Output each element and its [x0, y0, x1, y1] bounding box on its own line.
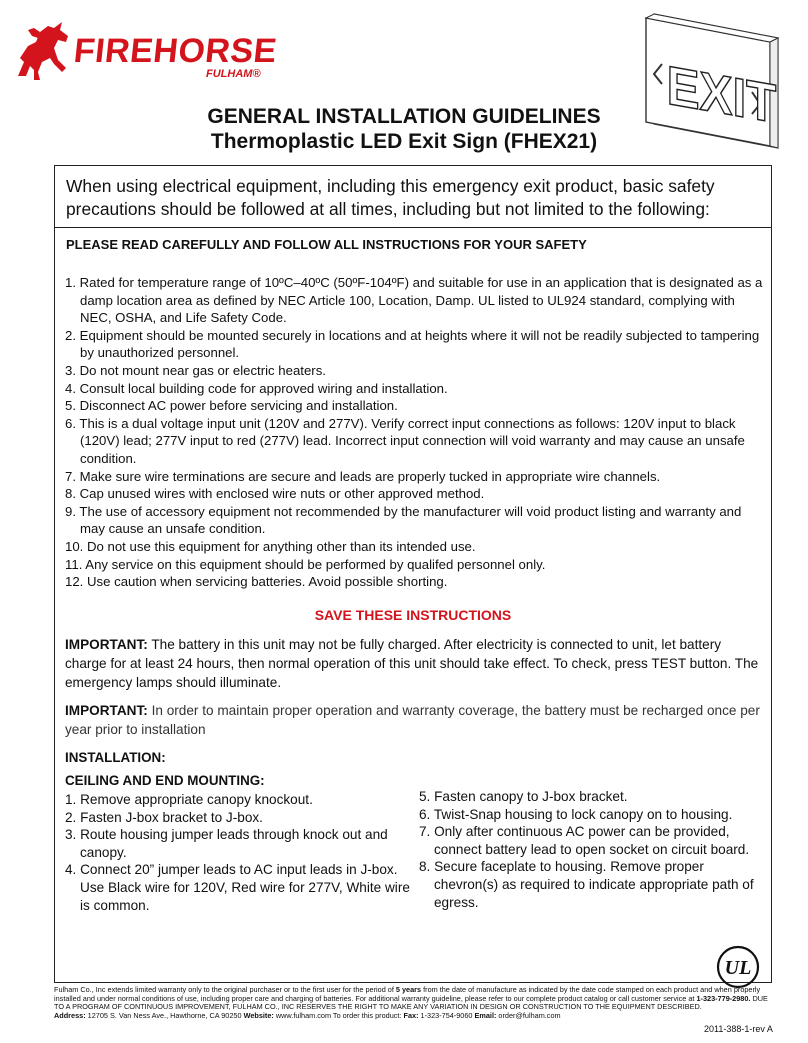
list-item: 6. This is a dual voltage input unit (120V and 277V). Verify correct input connections as follows: 120V input to black (120V) lead; 277V input to red (277V) lead. Incorrect input connection will void warranty and may cause an unsafe condition.	[65, 415, 745, 466]
save-instructions-heading: SAVE THESE INSTRUCTIONS	[314, 607, 512, 623]
list-item: 2. Fasten J-box bracket to J-box.	[65, 809, 263, 825]
list-item: 1. Rated for temperature range of 10ºC–40ºC (50ºF-104ºF) and suitable for use in an application that is designated as a damp location area as defined by NEC Article 100, Location, Damp. UL listed to UL924 standard, complying with NEC, OSHA, and Life Safety Code.	[65, 275, 763, 326]
list-item: 3. Route housing jumper leads through knock out and canopy.	[65, 827, 388, 860]
svg-text:UL: UL	[724, 957, 752, 979]
important-text: The battery in this unit may not be fully charged. After electricity is connected to unit, let battery charge for at least 24 hours, then normal operation of this unit should take effect. To check, press TEST button. The emergency lamps should illuminate.	[65, 637, 759, 690]
title-block	[0, 104, 808, 154]
page-subtitle: Thermoplastic LED Exit Sign (FHEX21)	[210, 130, 598, 153]
installation-heading: INSTALLATION:	[65, 750, 166, 765]
important-label: IMPORTANT:	[65, 703, 148, 718]
document-number: 2011-388-1-rev A	[704, 1024, 773, 1034]
list-item: 11. Any service on this equipment should be performed by qualifed personnel only.	[65, 556, 546, 572]
list-item: 4. Connect 20” jumper leads to AC input leads in J-box. Use Black wire for 120V, Red wire for 277V, White wire is common.	[65, 862, 410, 913]
trademark: ®	[252, 68, 261, 80]
horse-logo-icon	[10, 18, 80, 84]
list-item: 7. Only after continuous AC power can be provided, connect battery lead to open socket on circuit board.	[419, 824, 750, 857]
list-item: 8. Secure faceplate to housing. Remove proper chevron(s) as required to indicate appropriate path of egress.	[419, 859, 754, 910]
important-text: In order to maintain proper operation and warranty coverage, the battery must be recharged once per year prior to installation	[65, 703, 760, 737]
installation-steps-right	[419, 788, 769, 911]
list-item: 7. Make sure wire terminations are secure and leads are properly tucked in appropriate wire channels.	[65, 468, 661, 484]
list-item: 6. Twist-Snap housing to lock canopy on to housing.	[419, 806, 733, 822]
list-item: 5. Fasten canopy to J-box bracket.	[419, 789, 628, 804]
brand-name: FIREHORSE	[72, 32, 279, 70]
list-item: 2. Equipment should be mounted securely in locations and at heights where it will not be readily subjected to tampering by unauthorized personnel.	[65, 327, 760, 361]
list-item: 3. Do not mount near gas or electric heaters.	[65, 362, 326, 378]
list-item: 1. Remove appropriate canopy knockout.	[65, 792, 313, 807]
list-item: 12. Use caution when servicing batteries. Avoid possible shorting.	[65, 574, 448, 590]
list-item: 10. Do not use this equipment for anything other than its intended use.	[65, 538, 476, 554]
ceiling-mounting-heading: CEILING AND END MOUNTING:	[65, 773, 265, 788]
page-title: GENERAL INSTALLATION GUIDELINES	[207, 105, 601, 128]
important-recharge-note	[65, 701, 765, 739]
ul-listed-icon	[715, 944, 761, 990]
list-item: 9. The use of accessory equipment not recommended by the manufacturer will void product listing and warranty and may cause an unsafe condition.	[65, 503, 742, 537]
important-label: IMPORTANT:	[65, 637, 148, 652]
list-item: 8. Cap unused wires with enclosed wire nuts or other approved method.	[65, 486, 485, 502]
brand-sub: FULHAM®	[206, 68, 261, 80]
installation-steps-left	[65, 791, 415, 914]
important-battery-note	[65, 635, 765, 692]
exit-sign-text: EXIT	[666, 55, 777, 136]
list-item: 4. Consult local building code for approved wiring and installation.	[65, 380, 448, 396]
list-item: 5. Disconnect AC power before servicing and installation.	[65, 398, 398, 414]
read-carefully-heading: PLEASE READ CAREFULLY AND FOLLOW ALL INSTRUCTIONS FOR YOUR SAFETY	[66, 237, 587, 252]
warranty-footer: Fulham Co., Inc extends limited warranty only to the original purchaser or to the first user for the period of 5 years from the date of manufacture as indicated by the date code stamped on each product and when properly installed and under normal conditions of use, including proper care and charging of batteries. For additional warranty guideline, please refer to our complete product catalog or call customer service at 1-323-779-2980. DUE TO A PROGRAM OF CONTINUOUS IMPROVEMENT, FULHAM CO., INC RESERVES THE RIGHT TO MAKE ANY VARIATION IN DESIGN OR CONSTRUCTION TO THE EQUIPMENT DESCRIBED. Address: 12705 S. Van Ness Ave., Hawthorne, CA 90250 Website: www.fulham.com To order this product: Fax: 1-323-754-9060 Email: order@fulham.com	[54, 985, 768, 1020]
instructions-box	[54, 165, 772, 983]
brand-logo	[10, 18, 279, 88]
safety-intro: When using electrical equipment, including this emergency exit product, basic safety precautions should be followed at all times, including but not limited to the following:	[55, 166, 771, 228]
safety-rules-list	[65, 274, 765, 591]
